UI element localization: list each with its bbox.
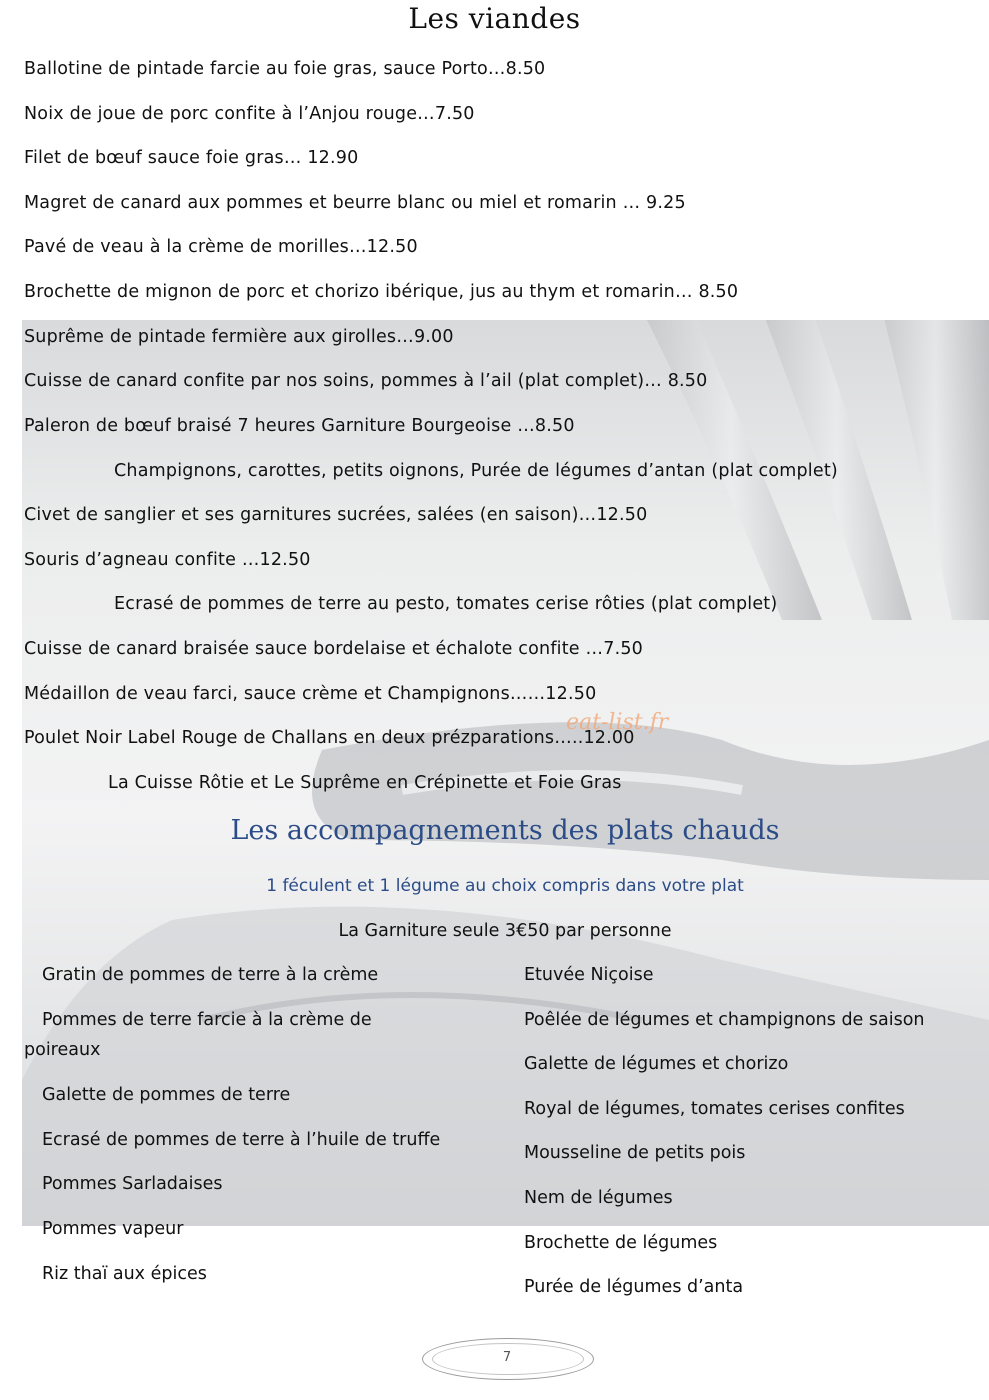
dish-item: Civet de sanglier et ses garnitures sucrées, salées (en saison)…12.50 bbox=[24, 505, 648, 525]
side-item: poireaux bbox=[24, 1040, 101, 1060]
side-item: Royal de légumes, tomates cerises confites bbox=[524, 1099, 905, 1119]
dish-detail: La Cuisse Rôtie et Le Suprême en Crépinette et Foie Gras bbox=[108, 773, 622, 793]
dish-item: Cuisse de canard braisée sauce bordelaise et échalote confite …7.50 bbox=[24, 639, 644, 659]
dish-item: Filet de bœuf sauce foie gras… 12.90 bbox=[24, 148, 359, 168]
side-item: Brochette de légumes bbox=[524, 1233, 718, 1253]
dish-item: Ballotine de pintade farcie au foie gras, sauce Porto…8.50 bbox=[24, 59, 546, 79]
dish-detail: Champignons, carottes, petits oignons, Purée de légumes d’antan (plat complet) bbox=[114, 461, 838, 481]
side-item: Gratin de pommes de terre à la crème bbox=[42, 965, 379, 985]
section-subtitle: 1 féculent et 1 légume au choix compris dans votre plat bbox=[266, 876, 744, 896]
page-title: Les viandes bbox=[408, 2, 581, 35]
side-item: Pommes vapeur bbox=[42, 1219, 184, 1239]
section-note: La Garniture seule 3€50 par personne bbox=[338, 921, 672, 941]
dish-item: Magret de canard aux pommes et beurre blanc ou miel et romarin … 9.25 bbox=[24, 193, 686, 213]
dish-item: Suprême de pintade fermière aux girolles…9.00 bbox=[24, 327, 454, 347]
page-number: 7 bbox=[502, 1350, 512, 1365]
watermark: eat-list.fr bbox=[566, 710, 669, 735]
dish-item: Brochette de mignon de porc et chorizo ibérique, jus au thym et romarin… 8.50 bbox=[24, 282, 739, 302]
side-item: Pommes de terre farcie à la crème de bbox=[42, 1010, 372, 1030]
dish-item: Médaillon de veau farci, sauce crème et Champignons……12.50 bbox=[24, 684, 597, 704]
dish-item: Paleron de bœuf braisé 7 heures Garniture Bourgeoise …8.50 bbox=[24, 416, 575, 436]
section-title: Les accompagnements des plats chauds bbox=[230, 815, 780, 846]
dish-item: Poulet Noir Label Rouge de Challans en deux prézparations…..12.00 bbox=[24, 728, 635, 748]
side-item: Pommes Sarladaises bbox=[42, 1174, 223, 1194]
side-item: Mousseline de petits pois bbox=[524, 1143, 746, 1163]
dish-item: Noix de joue de porc confite à l’Anjou rouge…7.50 bbox=[24, 104, 475, 124]
side-item: Galette de légumes et chorizo bbox=[524, 1054, 789, 1074]
dish-item: Souris d’agneau confite …12.50 bbox=[24, 550, 311, 570]
dish-item: Cuisse de canard confite par nos soins, pommes à l’ail (plat complet)… 8.50 bbox=[24, 371, 708, 391]
side-item: Ecrasé de pommes de terre à l’huile de truffe bbox=[42, 1130, 441, 1150]
side-item: Riz thaï aux épices bbox=[42, 1264, 207, 1284]
dish-detail: Ecrasé de pommes de terre au pesto, tomates cerise rôties (plat complet) bbox=[114, 594, 778, 614]
side-item: Nem de légumes bbox=[524, 1188, 673, 1208]
side-item: Purée de légumes d’anta bbox=[524, 1277, 744, 1297]
side-item: Etuvée Niçoise bbox=[524, 965, 654, 985]
side-item: Poêlée de légumes et champignons de saison bbox=[524, 1010, 925, 1030]
side-item: Galette de pommes de terre bbox=[42, 1085, 291, 1105]
dish-item: Pavé de veau à la crème de morilles…12.50 bbox=[24, 237, 418, 257]
